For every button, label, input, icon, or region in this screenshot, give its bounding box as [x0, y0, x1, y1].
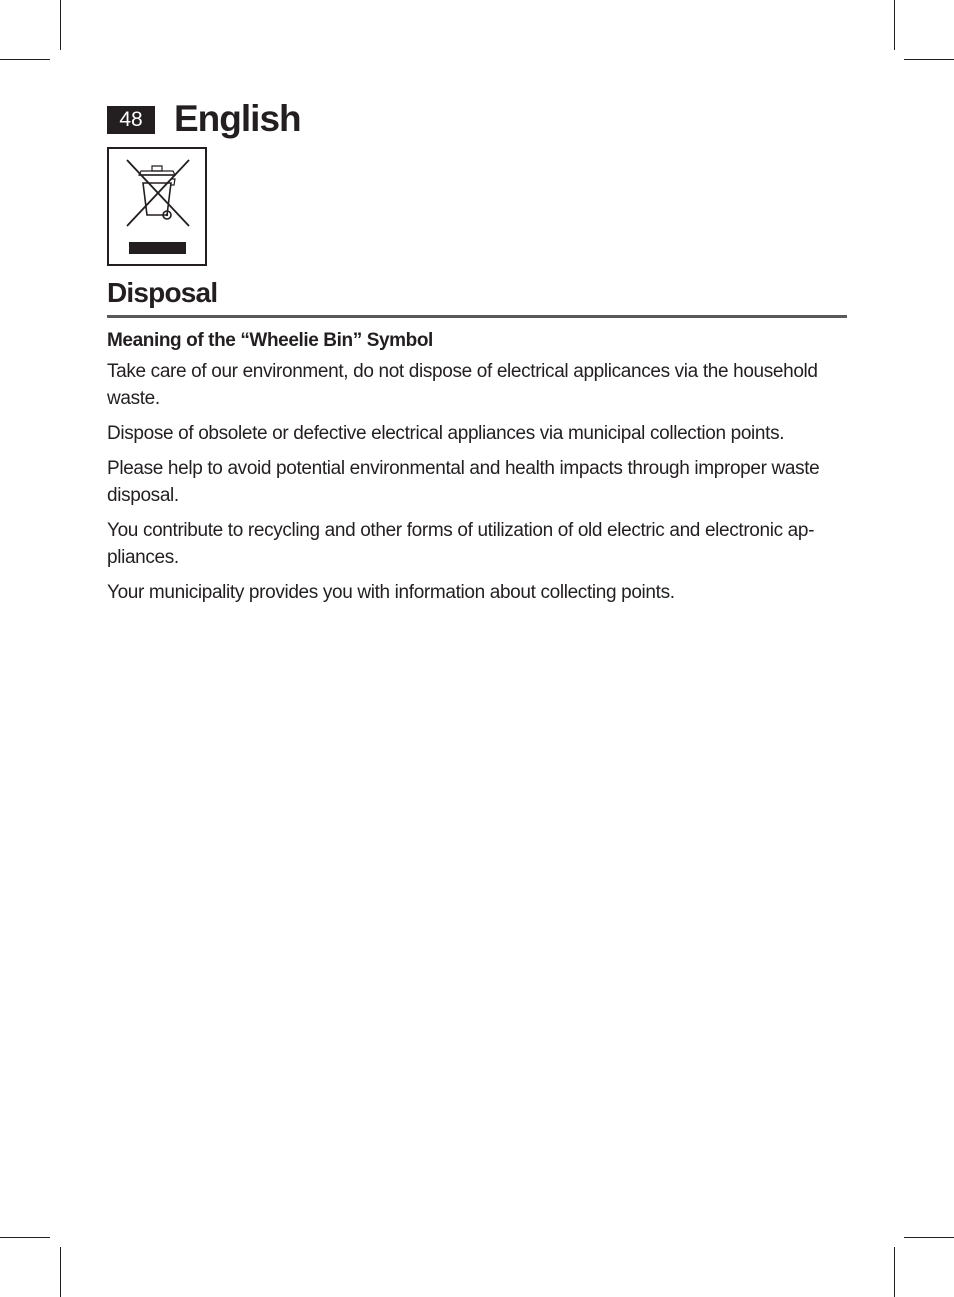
page-number: 48 — [107, 106, 155, 134]
paragraph: You contribute to recycling and other forms of utilization of old electric and electronic ap-pliances. — [107, 520, 815, 568]
paragraph: Your municipality provides you with information about collecting points. — [107, 582, 675, 603]
weee-symbol-box — [107, 147, 207, 266]
section-divider — [107, 315, 847, 318]
crop-mark — [904, 1237, 954, 1238]
page-header — [107, 96, 301, 142]
paragraph: Dispose of obsolete or defective electrical appliances via municipal collection points. — [107, 423, 785, 444]
paragraph: Take care of our environment, do not dispose of electrical applicances via the household waste. — [107, 361, 818, 409]
paragraph: Please help to avoid potential environmental and health impacts through improper waste disposal. — [107, 458, 820, 506]
crop-mark — [894, 1247, 895, 1297]
crop-mark — [60, 1247, 61, 1297]
section-content — [107, 328, 847, 614]
section-title: Disposal — [107, 277, 218, 308]
crossed-out-wheelie-bin-icon — [109, 149, 205, 264]
crop-mark — [0, 59, 50, 60]
crop-mark — [904, 59, 954, 60]
subheading: Meaning of the “Wheelie Bin” Symbol — [107, 330, 433, 351]
crop-mark — [0, 1237, 50, 1238]
crop-mark — [60, 0, 61, 50]
crop-mark — [894, 0, 895, 50]
language-title: English — [174, 98, 301, 139]
